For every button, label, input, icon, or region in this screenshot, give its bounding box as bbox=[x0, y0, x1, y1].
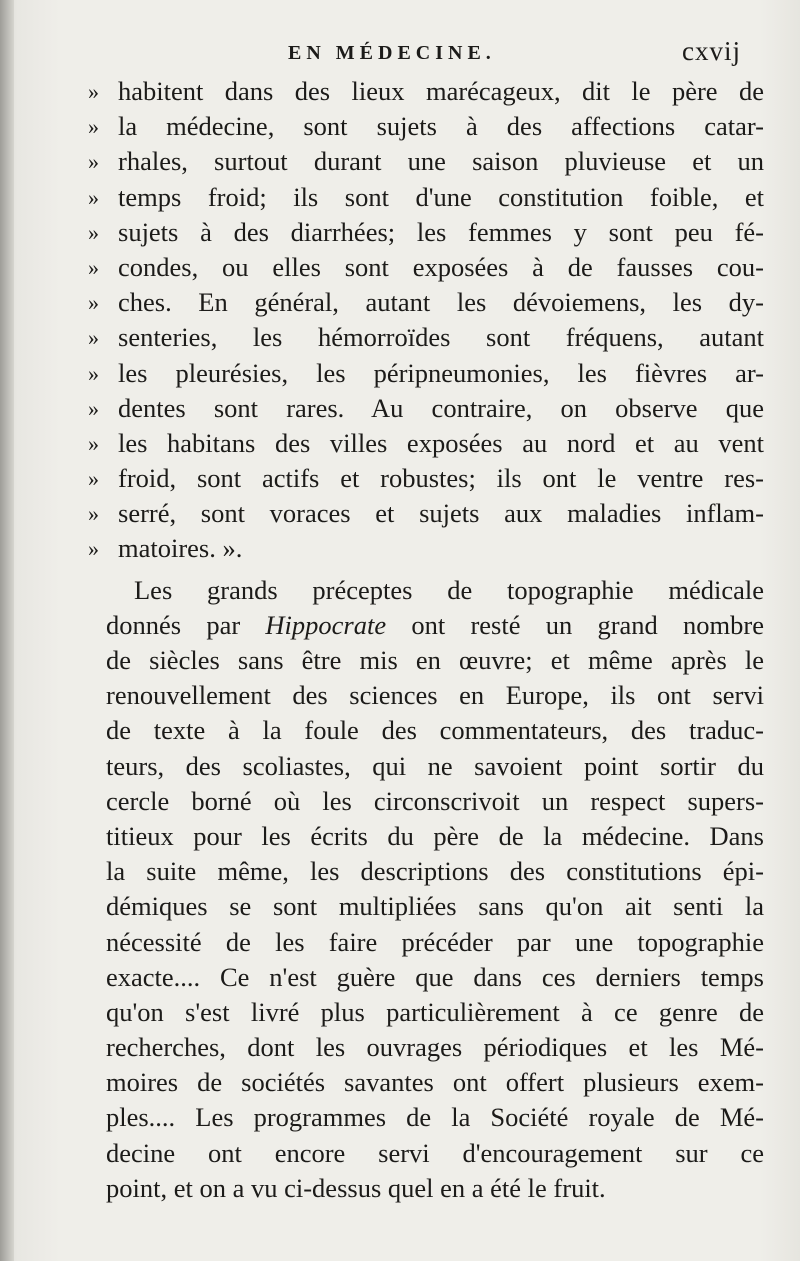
author-name-hippocrate: Hippocrate bbox=[265, 609, 387, 640]
paragraph-line: qu'on s'est livré plus particulièrement à ce genre de bbox=[106, 996, 764, 1027]
quote-line: » les habitans des villes exposées au nord et au vent bbox=[88, 426, 764, 461]
paragraph-line: decine ont encore servi d'encouragement sur ce bbox=[106, 1137, 764, 1168]
quote-line: » rhales, surtout durant une saison pluvieuse et un bbox=[88, 144, 764, 179]
quote-line: » la médecine, sont sujets à des affections catar- bbox=[88, 109, 764, 144]
page-gutter-shadow bbox=[0, 0, 14, 1261]
body-paragraph bbox=[88, 573, 764, 1206]
quote-line: » sujets à des diarrhées; les femmes y sont peu fé- bbox=[88, 215, 764, 250]
paragraph-line: de siècles sans être mis en œuvre; et même après le bbox=[106, 645, 764, 675]
quote-line: » matoires. ». bbox=[88, 531, 764, 566]
quote-line: » habitent dans des lieux marécageux, dit le père de bbox=[88, 74, 764, 109]
paragraph-line: recherches, dont les ouvrages périodiques et les Mé- bbox=[106, 1032, 764, 1063]
paragraph-line: ples.... Les programmes de la Société royale de Mé- bbox=[106, 1102, 764, 1133]
quote-mark: » bbox=[88, 501, 99, 527]
quote-mark: » bbox=[88, 536, 99, 562]
paragraph-line: Les grands préceptes de topographie médicale bbox=[134, 574, 764, 605]
quote-mark: » bbox=[88, 149, 99, 175]
paragraph-line: exacte.... Ce n'est guère que dans ces derniers temps bbox=[106, 961, 764, 992]
quote-mark: » bbox=[88, 79, 99, 104]
quotation bbox=[88, 74, 764, 567]
text-block bbox=[88, 74, 764, 1206]
quote-line: » senteries, les hémorroïdes sont fréquens, autant bbox=[88, 320, 764, 355]
paragraph-line: renouvellement des sciences en Europe, ils ont servi bbox=[106, 680, 764, 711]
paragraph-line: de texte à la foule des commentateurs, des traduc- bbox=[106, 715, 764, 746]
paragraph-line: cercle borné où les circonscrivoit un respect supers- bbox=[106, 785, 764, 816]
quote-mark: » bbox=[88, 219, 99, 245]
quote-line: » condes, ou elles sont exposées à de fausses cou- bbox=[88, 250, 764, 285]
paragraph-line: point, et on a vu ci-dessus quel en a été le fruit. bbox=[106, 1172, 606, 1203]
paragraph-line: titieux pour les écrits du père de la médecine. Dans bbox=[106, 820, 764, 851]
quote-line: » froid, sont actifs et robustes; ils ont le ventre res- bbox=[88, 461, 764, 496]
quote-mark: » bbox=[88, 114, 99, 140]
quote-mark: » bbox=[88, 290, 99, 316]
quote-line: » temps froid; ils sont d'une constitution foible, et bbox=[88, 180, 764, 215]
quote-line: » serré, sont voraces et sujets aux maladies inflam- bbox=[88, 496, 764, 531]
paragraph-line: démiques se sont multipliées sans qu'on ait senti la bbox=[106, 891, 764, 922]
paragraph-line: la suite même, les descriptions des constitutions épi- bbox=[106, 856, 764, 887]
quote-mark: » bbox=[88, 360, 99, 386]
quote-line: » ches. En général, autant les dévoiemens, les dy- bbox=[88, 285, 764, 320]
quote-mark: » bbox=[88, 325, 99, 351]
paragraph-line: donnés par Hippocrate ont resté un grand nombre bbox=[106, 609, 764, 640]
paragraph-line: nécessité de les faire précéder par une topographie bbox=[106, 926, 764, 957]
quote-line: » les pleurésies, les péripneumonies, les fièvres ar- bbox=[88, 356, 764, 391]
quote-mark: » bbox=[88, 395, 99, 421]
quote-mark: » bbox=[88, 466, 99, 492]
paragraph-line: moires de sociétés savantes ont offert plusieurs exem- bbox=[106, 1067, 764, 1098]
page-number: cxvij bbox=[682, 36, 741, 66]
quote-mark: » bbox=[88, 184, 99, 210]
quote-mark: » bbox=[88, 430, 99, 456]
running-title: EN MÉDECINE. bbox=[288, 42, 496, 64]
quote-line: » dentes sont rares. Au contraire, on observe que bbox=[88, 391, 764, 426]
quote-mark: » bbox=[88, 254, 99, 280]
paragraph-line: teurs, des scoliastes, qui ne savoient point sortir du bbox=[106, 750, 764, 781]
page-header bbox=[0, 32, 800, 72]
